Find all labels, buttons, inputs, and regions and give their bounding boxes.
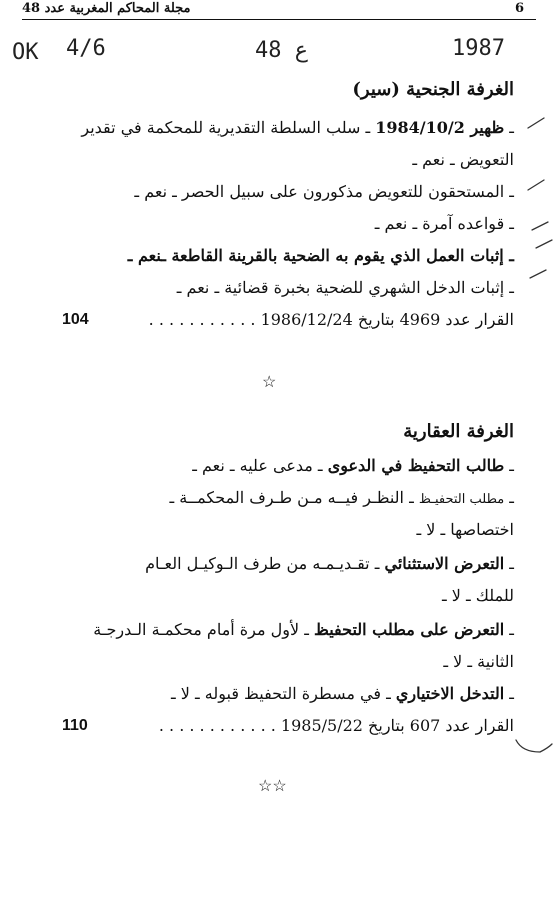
line-prefix: ـ — [504, 554, 514, 573]
handwritten-year: 1987 — [452, 36, 505, 61]
handwritten-fraction: 4/6 — [66, 36, 106, 61]
line-prefix: ـ — [504, 456, 514, 475]
page-number: 6 — [514, 1, 524, 16]
handwritten-issue: 48 ع — [255, 38, 308, 63]
line-text: ـ في مسطرة التحفيظ قبوله ـ لا ـ — [171, 684, 396, 703]
summary-line: الثانية ـ لا ـ — [443, 652, 514, 671]
section-title-real-estate-chamber: الغرفة العقارية — [403, 421, 514, 442]
summary-line — [30, 484, 514, 512]
journal-title: مجلة المحاكم المغربية عدد 48 — [22, 1, 191, 16]
tick-mark — [536, 240, 552, 248]
decision-page-number: 104 — [62, 311, 89, 328]
line-prefix: ـ — [504, 488, 514, 507]
summary-line — [30, 680, 514, 708]
keyword-bold: التدخل الاختياري — [395, 684, 505, 703]
tick-mark — [530, 270, 546, 278]
keyword-bold: ـ إثبات العمل الذي يقوم به الضحية بالقرينة القاطعة ـنعم ـ — [127, 246, 514, 265]
summary-line: اختصاصها ـ لا ـ — [416, 520, 514, 539]
decision-reference: القرار عدد 4969 بتاريخ 1986/12/24 . . . . . . . . . . . — [148, 310, 514, 329]
summary-line: ـ قواعده آمرة ـ نعم ـ — [374, 214, 514, 233]
line-text: ـ سلب السلطة التقديرية للمحكمة في تقدير — [81, 118, 376, 137]
line-text: ـ مدعى عليه ـ نعم ـ — [192, 456, 328, 475]
summary-line — [30, 452, 514, 480]
handwritten-ok: OK — [12, 40, 39, 65]
line-text: ـ النظـر فيــه مـن طـرف المحكمــة ـ — [169, 488, 419, 507]
keyword-bold: ظهير 1984/10/2 — [375, 118, 505, 137]
double-star-separator: ☆☆ — [258, 776, 287, 795]
tick-mark — [528, 118, 544, 128]
summary-line: التعويض ـ نعم ـ — [412, 150, 514, 169]
summary-line: ـ المستحقون للتعويض مذكورون على سبيل الحصر ـ نعم ـ — [134, 182, 514, 201]
line-text: ـ لأول مرة أمام محكمـة الـدرجـة — [93, 620, 314, 639]
summary-line: ـ إثبات الدخل الشهري للضحية بخبرة قضائية ـ نعم ـ — [176, 278, 514, 297]
keyword-bold: طالب التحفيظ في الدعوى — [327, 456, 505, 475]
keyword-bold: التعرض على مطلب التحفيظ — [314, 620, 505, 639]
line-prefix: ـ — [504, 118, 514, 137]
section-title-criminal-chamber: الغرفة الجنحية (سير) — [352, 79, 514, 100]
decision-reference: القرار عدد 607 بتاريخ 1985/5/22 . . . . . . . . . . . . — [158, 716, 514, 735]
line-prefix: ـ — [504, 684, 514, 703]
tick-mark — [532, 222, 548, 230]
tick-mark — [528, 180, 544, 190]
summary-line — [30, 242, 514, 270]
keyword-small: مطلب التحفيـظ — [418, 492, 505, 507]
summary-line: للملك ـ لا ـ — [442, 586, 514, 605]
keyword-bold: التعرض الاستثنائي — [384, 554, 505, 573]
line-text: ـ تقـديـمـه من طرف الـوكيـل العـام — [145, 554, 385, 573]
summary-line — [30, 114, 514, 142]
pen-stroke — [516, 740, 552, 752]
decision-page-number: 110 — [62, 717, 88, 734]
line-prefix: ـ — [504, 620, 514, 639]
star-separator: ☆ — [262, 372, 277, 391]
summary-line — [30, 616, 514, 644]
summary-line — [30, 550, 514, 578]
